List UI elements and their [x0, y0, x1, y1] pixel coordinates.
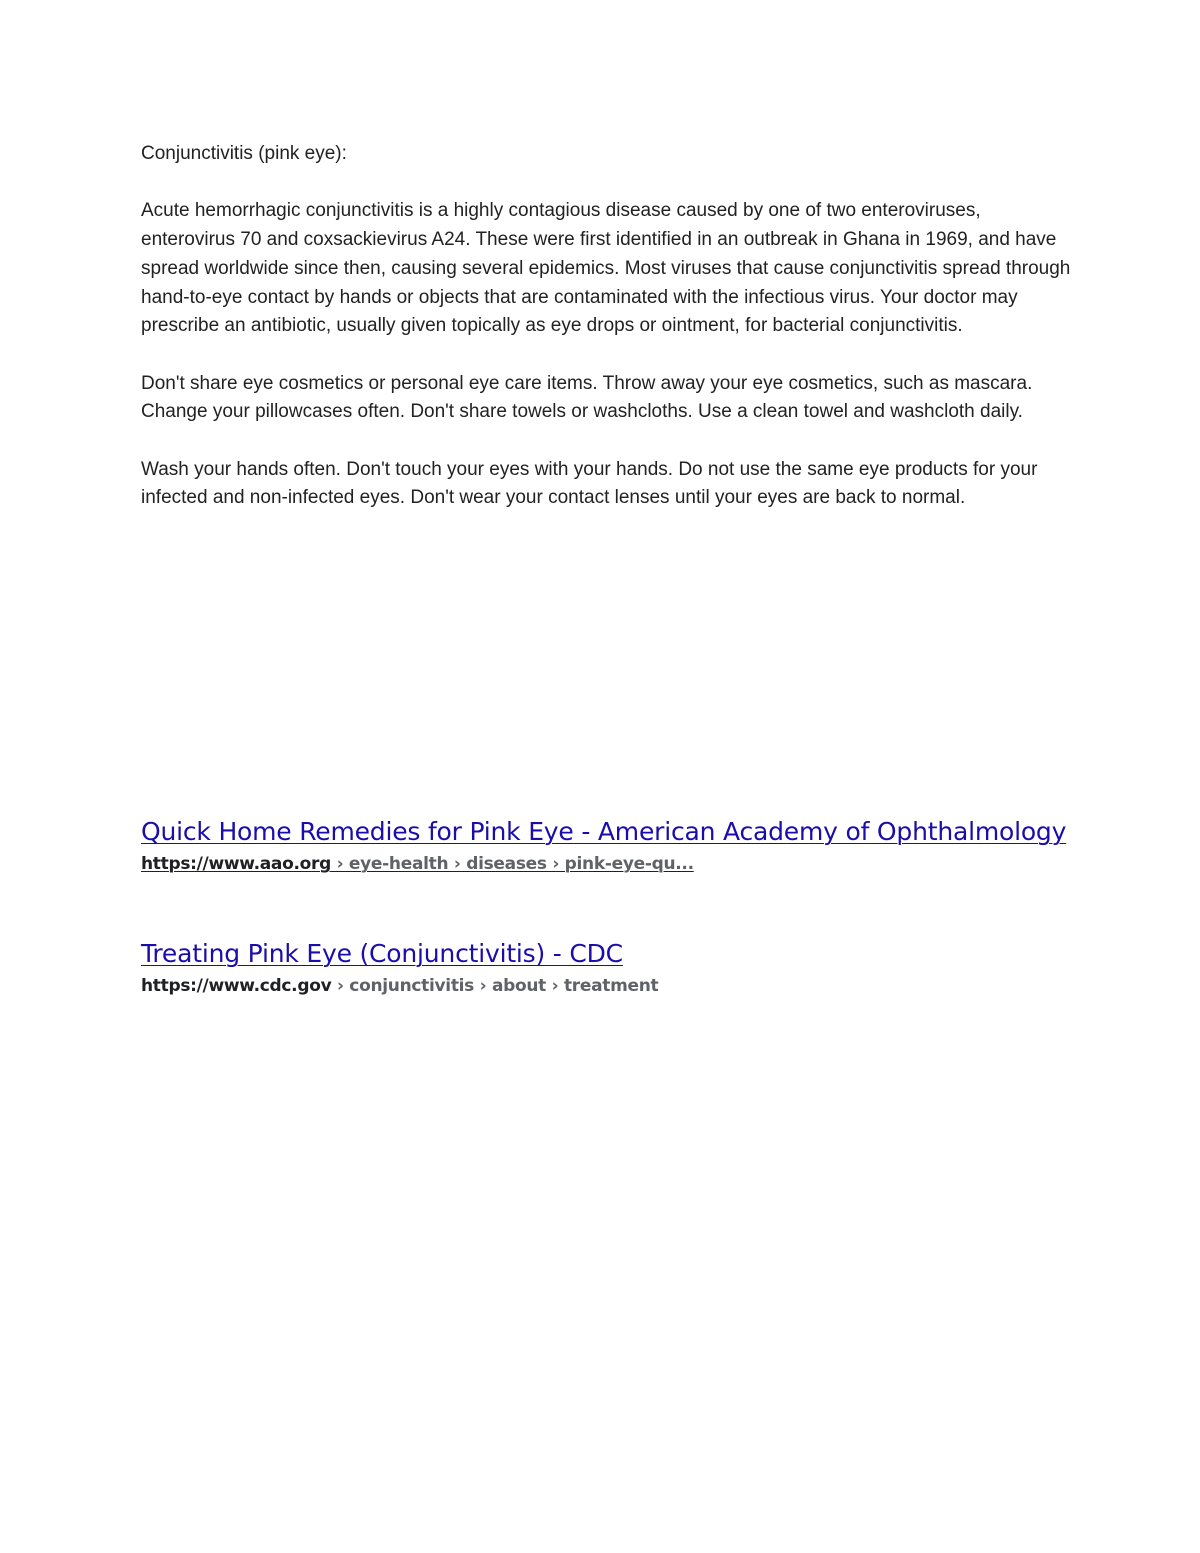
search-result — [141, 934, 1071, 998]
result-url-path: › eye-health › diseases › pink-eye-qu... — [330, 854, 694, 874]
result-url-host: https://www.aao.org — [141, 854, 331, 874]
result-url-path: › conjunctivitis › about › treatment — [331, 976, 659, 996]
result-title-link[interactable]: Treating Pink Eye (Conjunctivitis) - CDC — [141, 939, 623, 968]
result-title-link[interactable]: Quick Home Remedies for Pink Eye - American Academy of Ophthalmology — [141, 817, 1067, 846]
result-url-host: https://www.cdc.gov — [141, 976, 332, 996]
result-url[interactable] — [141, 974, 1071, 998]
document-body — [141, 140, 1071, 542]
search-result — [141, 812, 1071, 876]
paragraph-conjunctivitis-overview: Acute hemorrhagic conjunctivitis is a highly contagious disease caused by one of two enteroviruses, enterovirus 70 and coxsackievirus A24. These were first identified in an outbreak in Ghana in 1969, and have spread worldwide since then, causing several epidemics. Most viruses that cause conjunctivitis spread through hand-to-eye contact by hands or objects that are contaminated with the infectious virus. Your doctor may prescribe an antibiotic, usually given topically as eye drops or ointment, for bacterial conjunctivitis. — [141, 200, 1071, 337]
paragraph-cosmetics-advice: Don't share eye cosmetics or personal eye care items. Throw away your eye cosmetics, such as mascara. Change your pillowcases often. Don't share towels or washcloths. Use a clean towel and washcloth daily. — [141, 372, 1033, 423]
paragraph-hygiene-advice: Wash your hands often. Don't touch your eyes with your hands. Do not use the same eye products for your infected and non-infected eyes. Don't wear your contact lenses until your eyes are back to normal. — [141, 458, 1038, 509]
document-heading: Conjunctivitis (pink eye): — [141, 143, 347, 164]
search-results — [141, 812, 1071, 998]
result-url[interactable] — [141, 852, 1071, 876]
